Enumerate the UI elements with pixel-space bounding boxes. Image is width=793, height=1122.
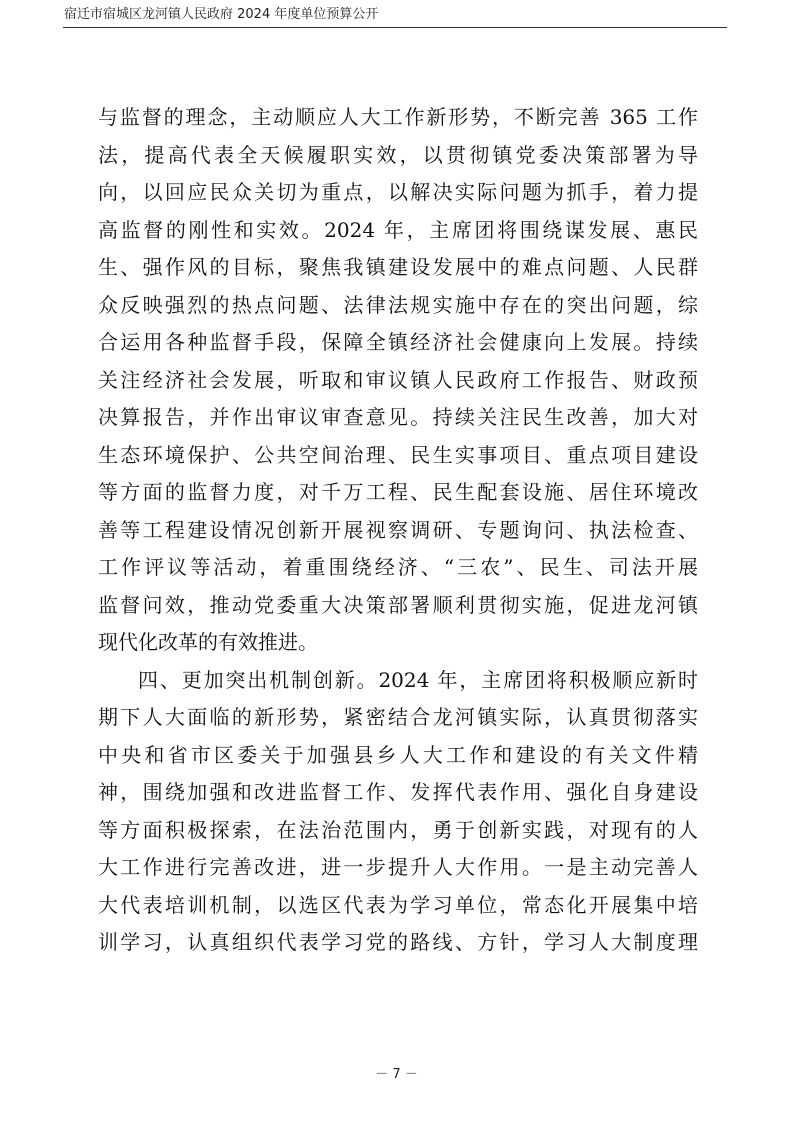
page-number: － 7 － [375, 1067, 418, 1082]
text-line: 与监督的理念，主动顺应人大工作新形势，不断完善 365 工作 [98, 105, 698, 129]
text-line: 决算报告，并作出审议审查意见。持续关注民生改善，加大对 [98, 405, 698, 429]
text-line: 关注经济社会发展，听取和审议镇人民政府工作报告、财政预 [98, 367, 698, 392]
text-line: 等方面的监督力度，对千万工程、民生配套设施、居住环境改 [98, 480, 698, 504]
text-line: 大代表培训机制，以选区代表为学习单位，常态化开展集中培 [98, 892, 698, 917]
text-line: 合运用各种监督手段，保障全镇经济社会健康向上发展。持续 [98, 330, 698, 354]
text-line: 高监督的刚性和实效。2024 年，主席团将围绕谋发展、惠民 [98, 217, 698, 242]
text-line: 训学习，认真组织代表学习党的路线、方针，学习人大制度理 [98, 930, 698, 954]
text-line: 中央和省市区委关于加强县乡人大工作和建设的有关文件精 [98, 742, 698, 767]
text-line: 工作评议等活动，着重围绕经济、“三农”、民生、司法开展 [98, 555, 698, 579]
document-body [98, 99, 698, 962]
text-line: 监督问效，推动党委重大决策部署顺利贯彻实施，促进龙河镇 [98, 592, 698, 617]
document-header: 宿迁市宿城区龙河镇人民政府 2024 年度单位预算公开 [64, 7, 379, 22]
text-line: 期下人大面临的新形势，紧密结合龙河镇实际，认真贯彻落实 [98, 705, 698, 729]
text-line: 生态环境保护、公共空间治理、民生实事项目、重点项目建设 [98, 442, 698, 467]
header-divider [63, 27, 727, 28]
text-line: 众反映强烈的热点问题、法律法规实施中存在的突出问题，综 [98, 292, 698, 317]
text-line: 法，提高代表全天候履职实效，以贯彻镇党委决策部署为导 [98, 142, 698, 167]
text-line: 现代化改革的有效推进。 [98, 630, 318, 654]
text-line: 等方面积极探索，在法治范围内，勇于创新实践，对现有的人 [98, 817, 698, 842]
text-line: 善等工程建设情况创新开展视察调研、专题询问、执法检查、 [98, 517, 698, 542]
text-line: 向，以回应民众关切为重点，以解决实际问题为抓手，着力提 [98, 180, 698, 204]
text-line: 生、强作风的目标，聚焦我镇建设发展中的难点问题、人民群 [98, 255, 698, 279]
text-line: 大工作进行完善改进，进一步提升人大作用。一是主动完善人 [98, 855, 698, 879]
text-line: 四、更加突出机制创新。2024 年，主席团将积极顺应新时 [138, 667, 698, 692]
text-line: 神，围绕加强和改进监督工作、发挥代表作用、强化自身建设 [98, 780, 698, 804]
